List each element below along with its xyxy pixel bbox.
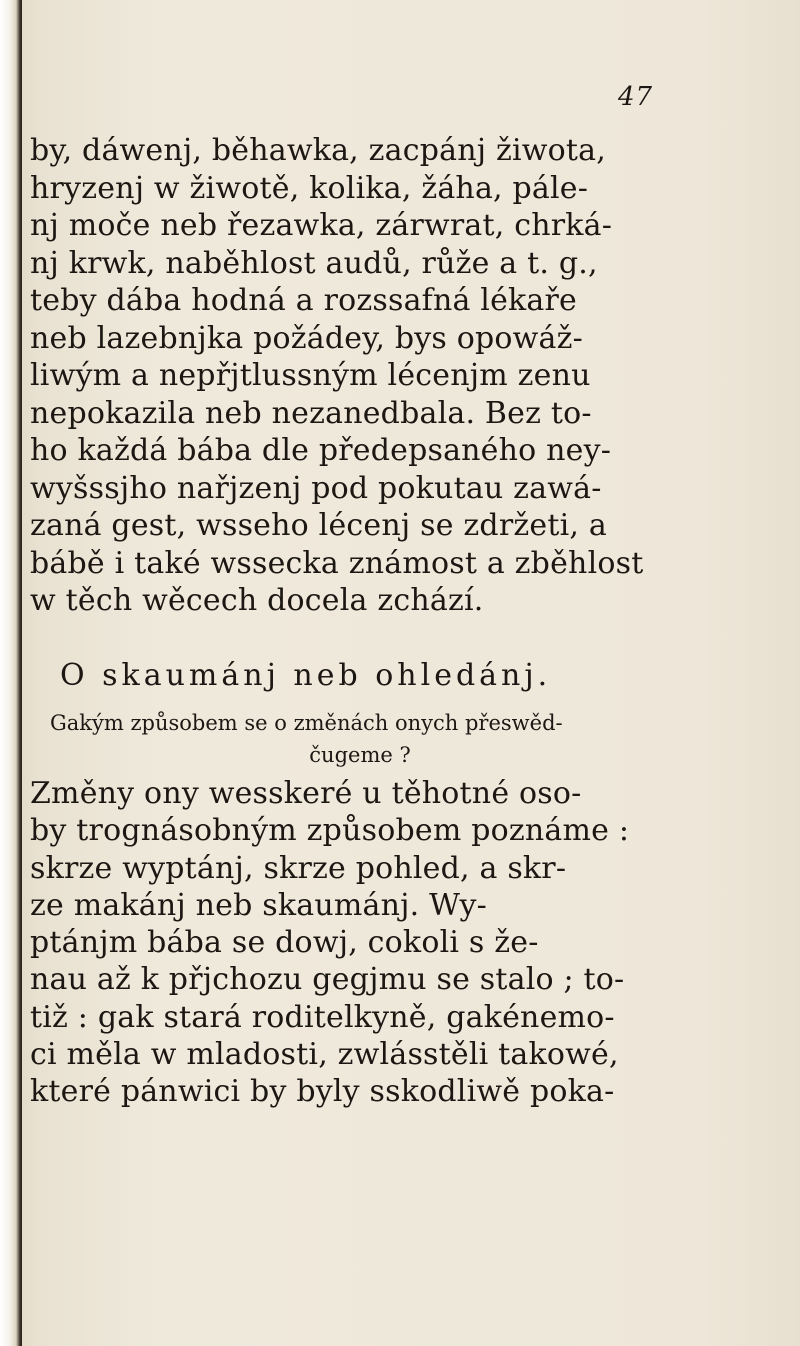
text-line: wyšssjho nařjzenj pod pokutau zawá-: [30, 470, 602, 506]
text-line: nau až k přjchozu gegjmu se stalo ; to-: [30, 962, 625, 998]
text-line: nj moče neb řezawka, zárwrat, chrká-: [30, 208, 613, 243]
text-line: ptánjm bába se dowj, cokoli s že-: [30, 925, 539, 961]
section-question: [50, 707, 670, 771]
text-line: hryzenj w žiwotě, kolika, žáha, pále-: [30, 170, 589, 206]
question-line: čugeme ?: [309, 743, 411, 767]
text-line: ho každá bába dle předepsaného ney-: [30, 433, 612, 468]
text-line: nj krwk, naběhlost audů, růže a t. g.,: [30, 245, 598, 281]
text-line: skrze wyptánj, skrze pohled, a skr-: [30, 850, 567, 886]
text-line: ze makánj neb skaumánj. Wy-: [30, 887, 487, 923]
text-line: by trognásobným způsobem poznáme :: [30, 813, 630, 849]
section-heading: O skaumánj neb ohledánj.: [60, 658, 552, 693]
text-line: Změny ony wesskeré u těhotné oso-: [30, 776, 582, 811]
page-gutter-edge: [0, 0, 22, 1346]
paragraph-1: [30, 132, 680, 620]
paragraph-2: [30, 775, 690, 1111]
page-number: 47: [618, 82, 654, 112]
text-line: liwým a nepřjtlussným lécenjm zenu: [30, 358, 591, 393]
question-line: Gakým způsobem se o změnách onych přeswěd-: [50, 711, 563, 735]
text-line: zaná gest, wsseho lécenj se zdržeti, a: [30, 508, 607, 543]
text-line: neb lazebnjka požádey, bys opowáž-: [30, 320, 583, 356]
text-line: by, dáwenj, běhawka, zacpánj žiwota,: [30, 133, 606, 168]
text-line: w těch wěcech docela zchází.: [30, 583, 484, 618]
text-line: teby dába hodná a rozssafná lékaře: [30, 283, 578, 318]
text-line: tiž : gak stará roditelkyně, gakénemo-: [30, 999, 615, 1035]
text-line: které pánwici by byly sskodliwě poka-: [30, 1074, 615, 1110]
text-line: ci měla w mladosti, zwlásstěli takowé,: [30, 1037, 619, 1073]
text-line: bábě i také wssecka známost a zběhlost: [30, 545, 644, 581]
text-line: nepokazila neb nezanedbala. Bez to-: [30, 395, 592, 431]
